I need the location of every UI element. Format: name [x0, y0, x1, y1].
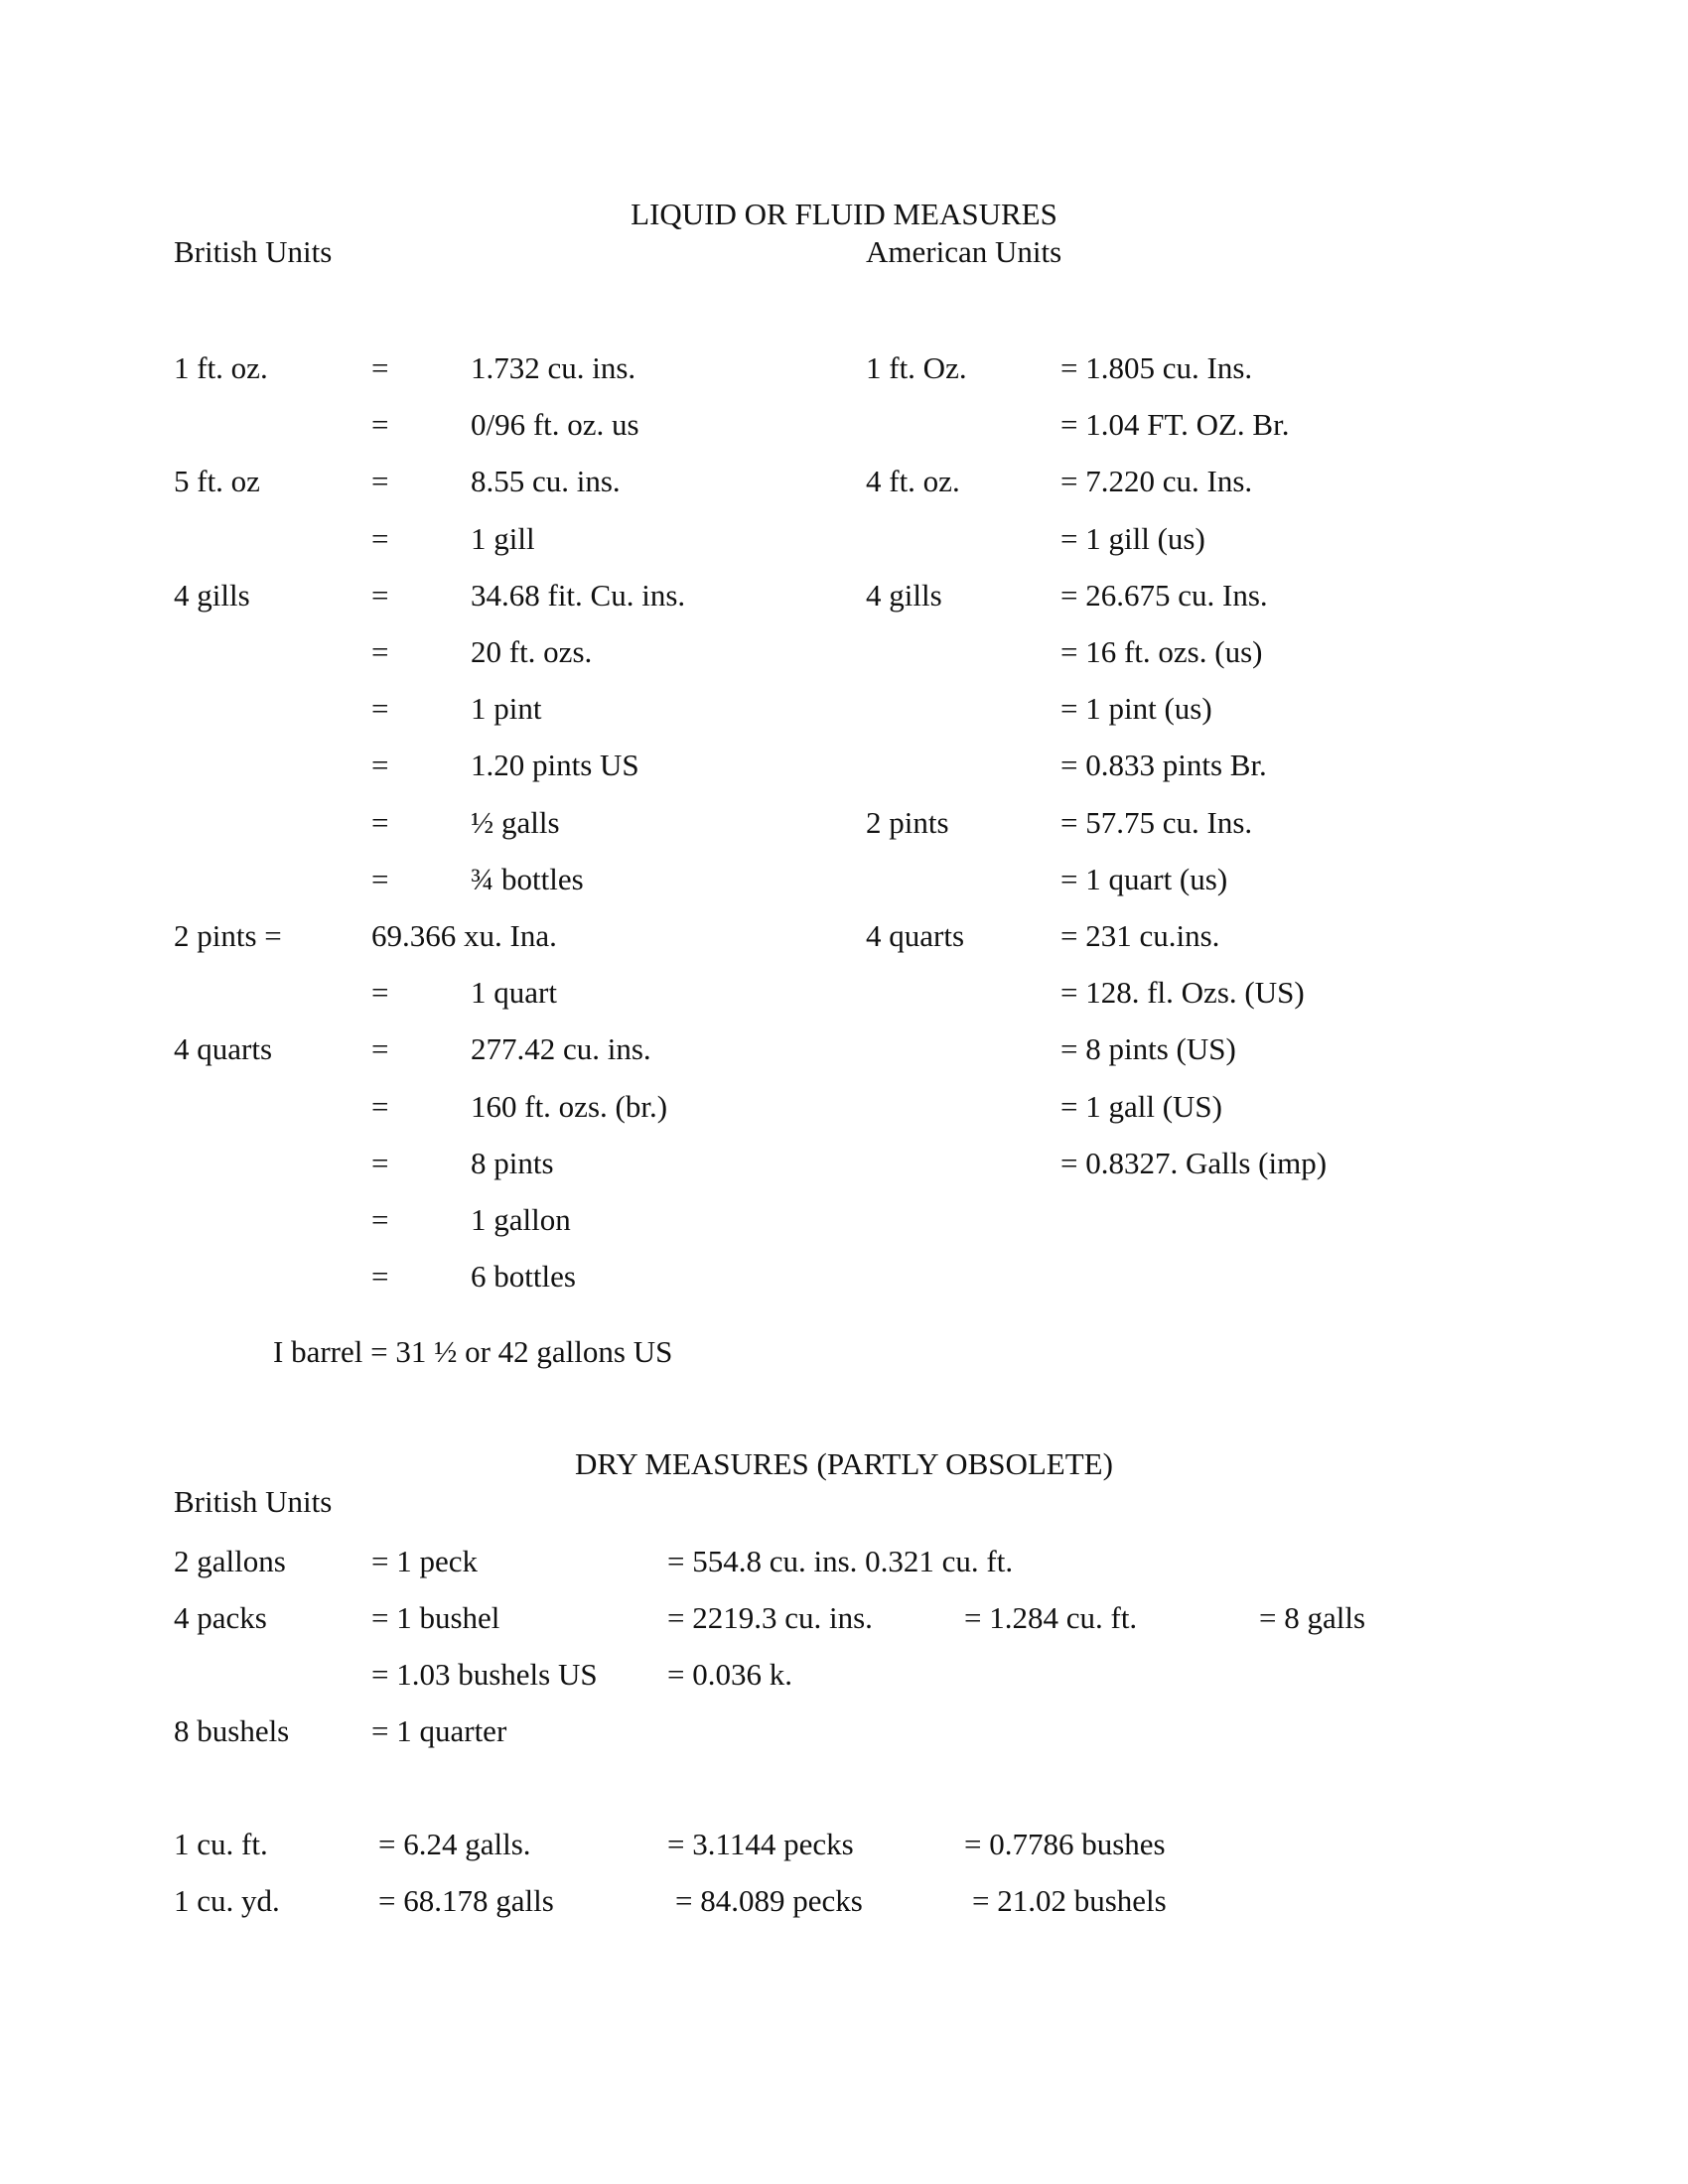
american-value: = 0.8327. Galls (imp) [1060, 1146, 1328, 1180]
british-value: 1 pint [471, 691, 542, 726]
american-value: = 7.220 cu. Ins. [1060, 464, 1253, 498]
cubic-cell: 1 cu. ft. [174, 1827, 268, 1861]
dry-cell: = 554.8 cu. ins. 0.321 cu. ft. [667, 1544, 1014, 1578]
liquid-title: LIQUID OR FLUID MEASURES [631, 197, 1057, 231]
british-unit: 2 pints = [174, 918, 282, 953]
equals-sign: = [371, 691, 389, 726]
british-value: 1 gill [471, 521, 535, 556]
british-value: 1 quart [471, 975, 557, 1010]
british-unit: 5 ft. oz [174, 464, 260, 498]
british-value: 8.55 cu. ins. [471, 464, 621, 498]
british-value: 34.68 fit. Cu. ins. [471, 578, 686, 613]
british-value: 1 gallon [471, 1202, 571, 1237]
dry-cell: = 0.036 k. [667, 1657, 792, 1692]
dry-cell: 2 gallons [174, 1544, 286, 1578]
american-value: = 1 quart (us) [1060, 862, 1228, 896]
equals-sign: = [371, 464, 389, 498]
equals-sign: = [371, 1089, 389, 1124]
cubic-cell: = 68.178 galls [378, 1883, 554, 1918]
british-unit: 4 gills [174, 578, 250, 613]
dry-cell: = 2219.3 cu. ins. [667, 1600, 873, 1635]
dry-cell: = 8 galls [1259, 1600, 1366, 1635]
american-value: = 128. fl. Ozs. (US) [1060, 975, 1305, 1010]
british-value: 20 ft. ozs. [471, 634, 593, 669]
dry-cell: = 1.284 cu. ft. [964, 1600, 1138, 1635]
british-value: ¾ bottles [471, 862, 584, 896]
british-unit: 1 ft. oz. [174, 350, 268, 385]
equals-sign: = [371, 350, 389, 385]
british-unit: 4 quarts [174, 1031, 273, 1066]
american-value: = 1.04 FT. OZ. Br. [1060, 407, 1290, 442]
dry-cell: 8 bushels [174, 1713, 290, 1748]
american-unit: 4 ft. oz. [866, 464, 960, 498]
british-value: 160 ft. ozs. (br.) [471, 1089, 668, 1124]
american-value: = 26.675 cu. Ins. [1060, 578, 1268, 613]
british-value: ½ galls [471, 805, 560, 840]
dry-british-heading: British Units [174, 1484, 333, 1519]
equals-sign: = [371, 862, 389, 896]
british-value: 0/96 ft. oz. us [471, 407, 639, 442]
equals-sign: = [371, 1031, 389, 1066]
equals-sign: = [371, 521, 389, 556]
american-value: = 8 pints (US) [1060, 1031, 1236, 1066]
dry-cell: = 1 peck [371, 1544, 479, 1578]
british-value: 6 bottles [471, 1259, 576, 1294]
american-value: = 1 pint (us) [1060, 691, 1212, 726]
british-value: 1.732 cu. ins. [471, 350, 636, 385]
liquid-american-heading: American Units [866, 234, 1062, 269]
american-value: = 1.805 cu. Ins. [1060, 350, 1253, 385]
british-value: 277.42 cu. ins. [471, 1031, 651, 1066]
cubic-cell: = 84.089 pecks [675, 1883, 863, 1918]
american-value: = 0.833 pints Br. [1060, 748, 1267, 782]
american-unit: 1 ft. Oz. [866, 350, 967, 385]
american-unit: 2 pints [866, 805, 949, 840]
dry-cell: = 1 quarter [371, 1713, 507, 1748]
equals-sign: = [371, 1202, 389, 1237]
british-value: 1.20 pints US [471, 748, 639, 782]
british-value: 8 pints [471, 1146, 554, 1180]
american-value: = 16 ft. ozs. (us) [1060, 634, 1263, 669]
equals-sign: = [371, 748, 389, 782]
dry-title: DRY MEASURES (PARTLY OBSOLETE) [575, 1446, 1113, 1481]
cubic-cell: = 6.24 galls. [378, 1827, 531, 1861]
equals-sign: = [371, 1146, 389, 1180]
dry-cell: 4 packs [174, 1600, 267, 1635]
british-value: 69.366 xu. Ina. [371, 918, 557, 953]
american-value: = 1 gall (US) [1060, 1089, 1222, 1124]
cubic-cell: = 3.1144 pecks [667, 1827, 854, 1861]
equals-sign: = [371, 975, 389, 1010]
equals-sign: = [371, 578, 389, 613]
equals-sign: = [371, 805, 389, 840]
barrel-note: I barrel = 31 ½ or 42 gallons US [273, 1334, 673, 1369]
american-value: = 1 gill (us) [1060, 521, 1205, 556]
dry-cell: = 1 bushel [371, 1600, 500, 1635]
american-unit: 4 gills [866, 578, 942, 613]
equals-sign: = [371, 1259, 389, 1294]
american-value: = 231 cu.ins. [1060, 918, 1220, 953]
cubic-cell: = 21.02 bushels [972, 1883, 1167, 1918]
equals-sign: = [371, 634, 389, 669]
dry-cell: = 1.03 bushels US [371, 1657, 598, 1692]
american-value: = 57.75 cu. Ins. [1060, 805, 1253, 840]
liquid-british-heading: British Units [174, 234, 333, 269]
cubic-cell: 1 cu. yd. [174, 1883, 280, 1918]
american-unit: 4 quarts [866, 918, 965, 953]
equals-sign: = [371, 407, 389, 442]
cubic-cell: = 0.7786 bushes [964, 1827, 1166, 1861]
